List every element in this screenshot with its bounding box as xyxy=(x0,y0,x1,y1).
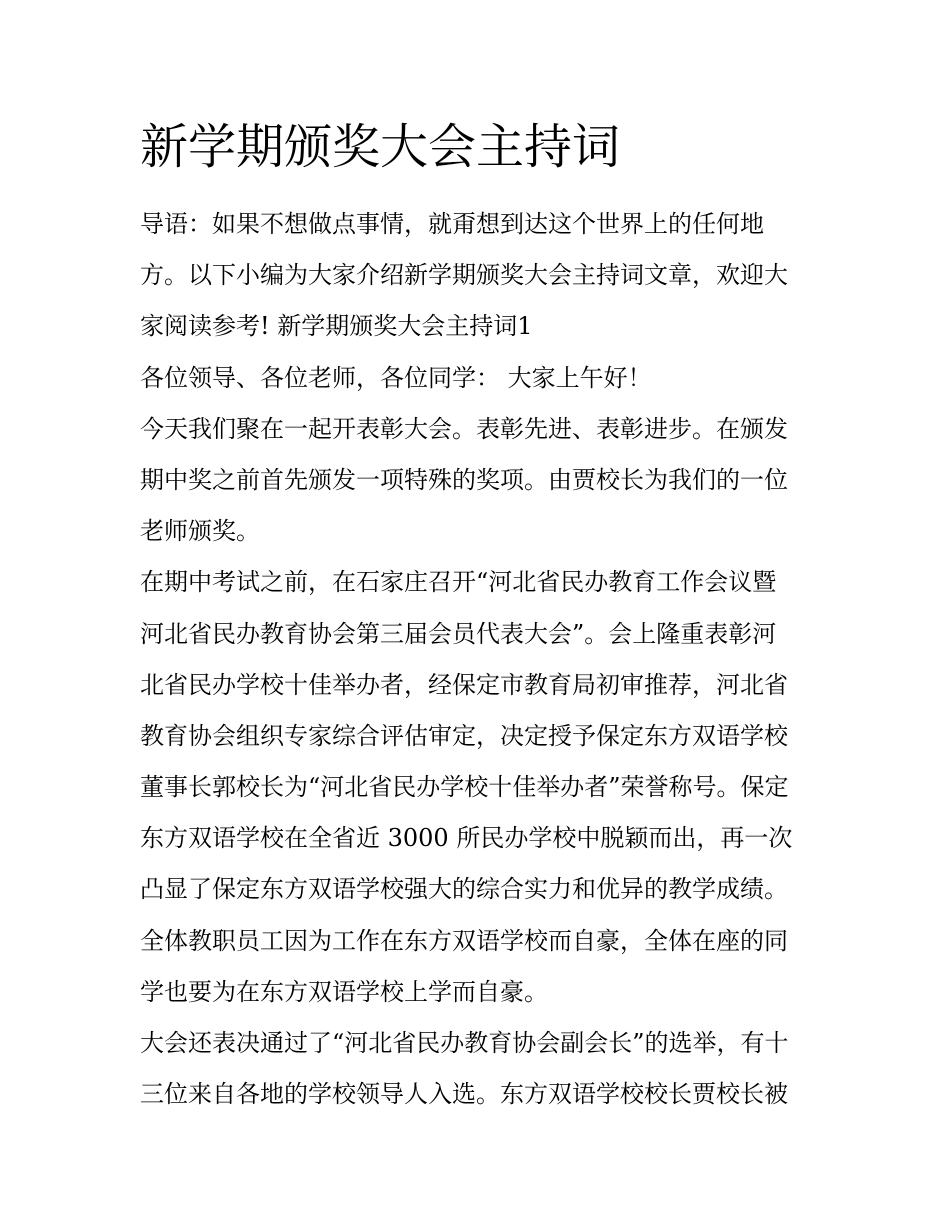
body-line: 在期中考试之前，在石家庄召开“河北省民办教育工作会议暨 xyxy=(140,568,777,597)
body-line: 方。以下小编为大家介绍新学期颁奖大会主持词文章，欢迎大 xyxy=(140,261,788,290)
body-line: 河北省民办教育协会第三届会员代表大会”。会上隆重表彰河 xyxy=(140,619,777,648)
document-body xyxy=(140,199,820,1120)
body-line: 北省民办学校十佳举办者，经保定市教育局初审推荐，河北省 xyxy=(140,670,788,699)
body-line: 老师颁奖。 xyxy=(140,517,260,546)
body-line: 凸显了保定东方双语学校强大的综合实力和优异的教学成绩。 xyxy=(140,875,788,904)
body-line: 期中奖之前首先颁发一项特殊的奖项。由贾校长为我们的一位 xyxy=(140,465,788,494)
body-line: 全体教职员工因为工作在东方双语学校而自豪，全体在座的同 xyxy=(140,926,788,955)
document-page xyxy=(140,0,820,1229)
body-line: 大会还表决通过了“河北省民办教育协会副会长”的选举，有十 xyxy=(140,1029,789,1057)
body-line: 三位来自各地的学校领导人入选。东方双语学校校长贾校长被 xyxy=(140,1080,788,1109)
body-line: 学也要为在东方双语学校上学而自豪。 xyxy=(140,977,548,1006)
body-line: 各位领导、各位老师，各位同学： 大家上午好！ xyxy=(140,363,652,392)
body-line: 董事长郭校长为“河北省民办学校十佳举办者”荣誉称号。保定 xyxy=(140,773,789,802)
body-line: 教育协会组织专家综合评估审定，决定授予保定东方双语学校 xyxy=(140,721,788,750)
document-title: 新学期颁奖大会主持词 xyxy=(140,119,621,175)
body-line: 导语：如果不想做点事情，就甭想到达这个世界上的任何地 xyxy=(140,210,764,238)
body-line: 东方双语学校在全省近 3000 所民办学校中脱颖而出，再一次 xyxy=(140,824,793,853)
body-line: 家阅读参考! 新学期颁奖大会主持词1 xyxy=(140,312,533,341)
body-line: 今天我们聚在一起开表彰大会。表彰先进、表彰进步。在颁发 xyxy=(140,414,788,443)
